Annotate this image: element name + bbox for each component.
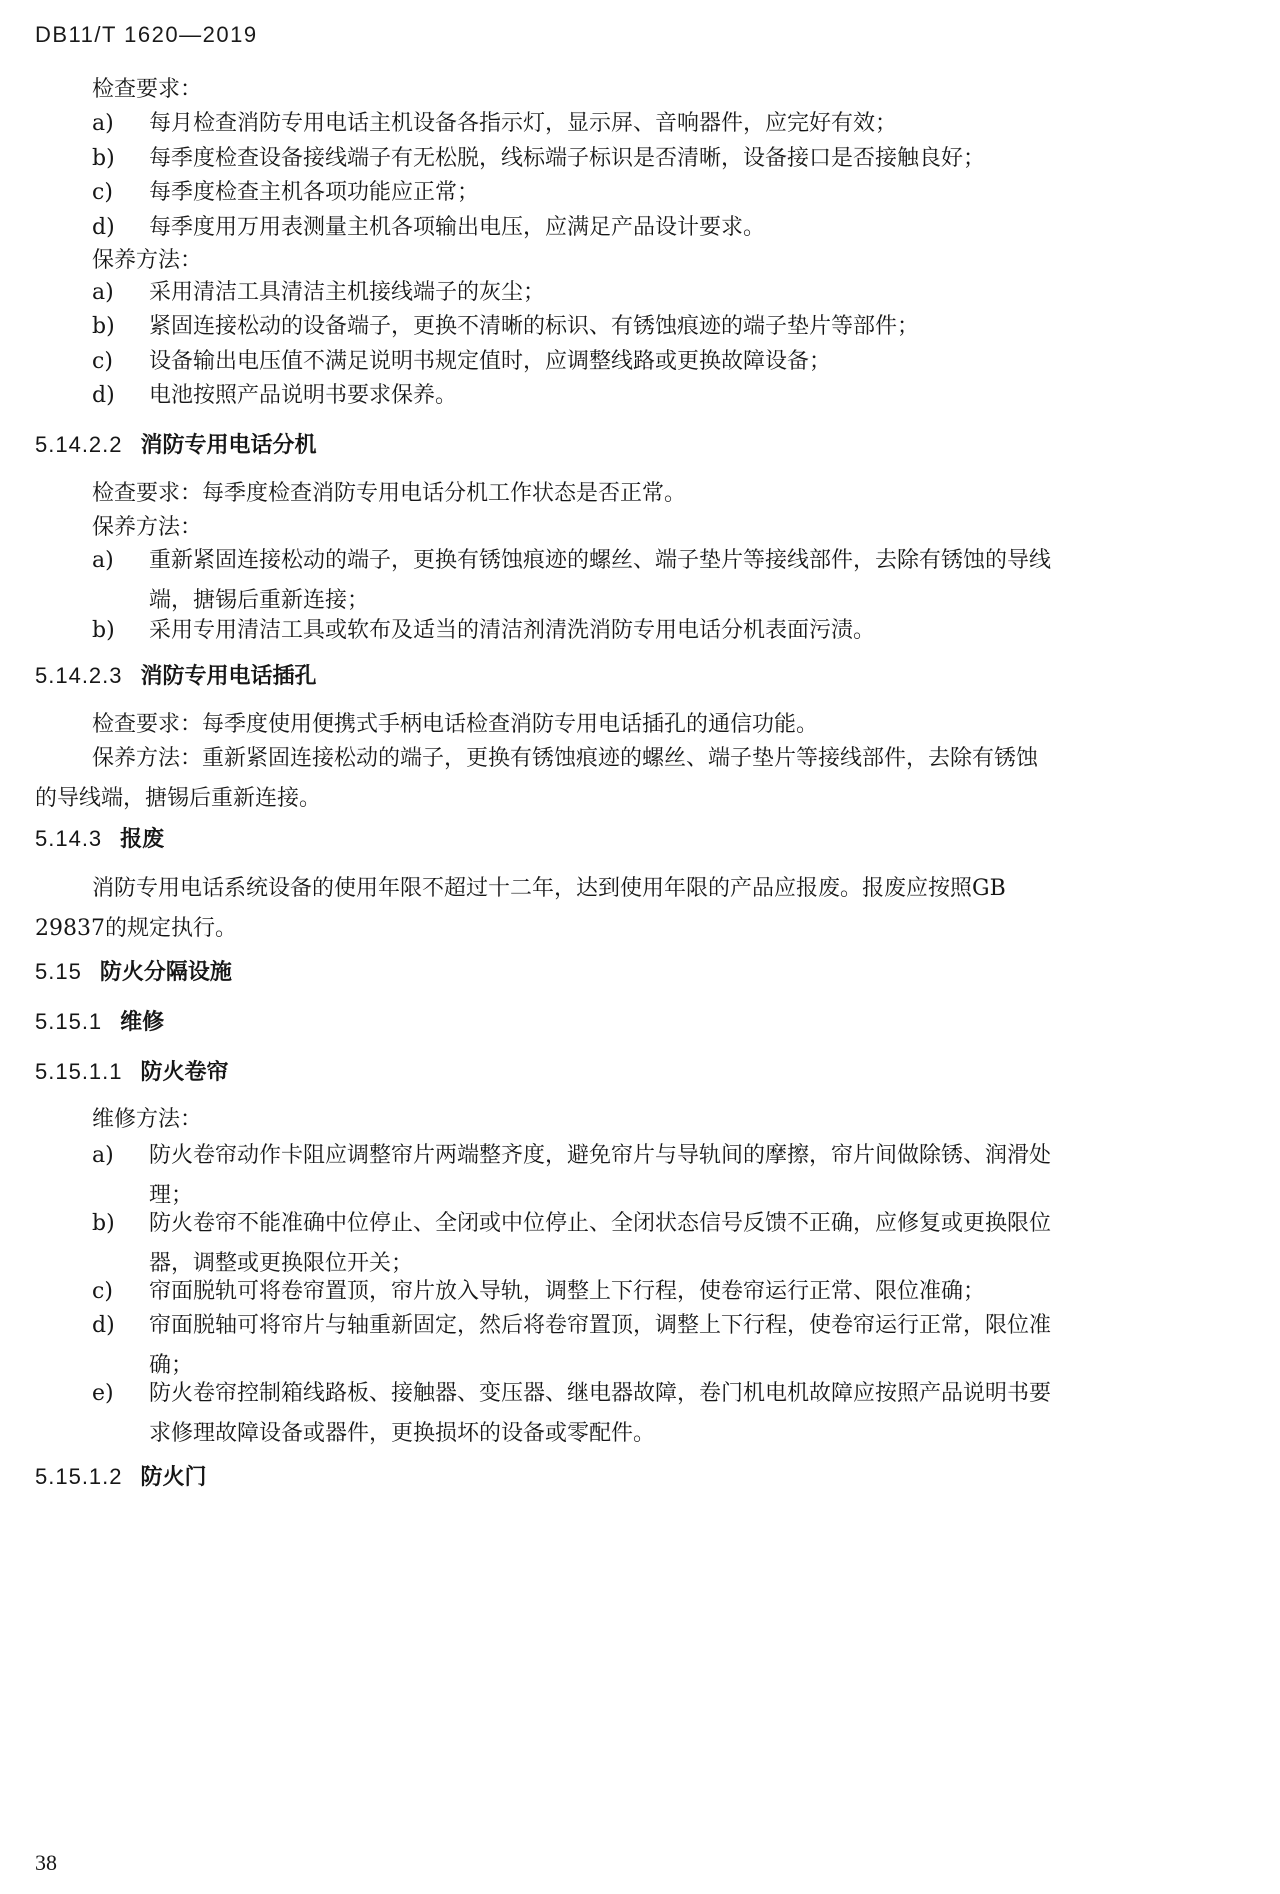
maintenance-method-text	[35, 739, 1265, 819]
list-item-text: 帘面脱轨可将卷帘置顶，帘片放入导轨，调整上下行程，使卷帘运行正常、限位准确；	[149, 1279, 986, 1304]
list-item-text: 端，搪锡后重新连接；	[149, 588, 370, 613]
section-number: 5.15.1.2	[35, 1464, 123, 1489]
list-item-text: 确；	[149, 1353, 194, 1378]
section-number: 5.14.2.3	[35, 663, 123, 688]
paragraph-line: 29837的规定执行。	[35, 916, 237, 941]
list-marker: c)	[92, 180, 113, 205]
section-heading	[35, 819, 164, 860]
paragraph-line: 消防专用电话系统设备的使用年限不超过十二年，达到使用年限的产品应报废。报废应按照GB	[92, 876, 1006, 901]
section-heading	[35, 1052, 229, 1093]
scrap-text	[35, 869, 1265, 949]
page-number: 38	[35, 1850, 57, 1875]
section-title: 防火分隔设施	[99, 960, 232, 985]
list-item-text: 设备输出电压值不满足说明书规定值时，应调整线路或更换故障设备；	[149, 349, 832, 374]
list-marker: a)	[92, 111, 114, 136]
section-heading	[35, 656, 317, 697]
section-title: 防火门	[140, 1465, 207, 1490]
list-marker: a)	[92, 548, 114, 573]
repair-method-label: 维修方法：	[92, 1107, 203, 1132]
maintenance-method-label: 保养方法：	[92, 515, 203, 540]
list-item-text: 防火卷帘动作卡阻应调整帘片两端整齐度，避免帘片与导轨间的摩擦，帘片间做除锈、润滑处	[149, 1143, 1052, 1168]
list-item-text: 器，调整或更换限位开关；	[149, 1251, 414, 1276]
check-requirements-label: 检查要求：	[92, 77, 203, 102]
list-item-text: 每月检查消防专用电话主机设备各指示灯，显示屏、音响器件，应完好有效；	[149, 111, 898, 136]
list-marker: e)	[92, 1381, 114, 1406]
section-title: 维修	[120, 1010, 165, 1035]
list-item-text: 采用专用清洁工具或软布及适当的清洁剂清洗消防专用电话分机表面污渍。	[149, 618, 876, 643]
list-marker: b)	[92, 1211, 115, 1236]
section-number: 5.15.1.1	[35, 1059, 123, 1084]
paragraph-line: 的导线端，搪锡后重新连接。	[35, 786, 322, 811]
section-number: 5.15	[35, 959, 82, 984]
check-requirements-text: 检查要求：每季度使用便携式手柄电话检查消防专用电话插孔的通信功能。	[92, 712, 819, 737]
list-item-text: 帘面脱轴可将帘片与轴重新固定，然后将卷帘置顶，调整上下行程，使卷帘运行正常，限位准	[149, 1313, 1052, 1338]
list-marker: d)	[92, 215, 115, 240]
paragraph-line: 保养方法：重新紧固连接松动的端子，更换有锈蚀痕迹的螺丝、端子垫片等接线部件，去除有锈蚀	[92, 746, 1039, 771]
section-title: 消防专用电话分机	[140, 433, 317, 458]
list-item-text: 紧固连接松动的设备端子，更换不清晰的标识、有锈蚀痕迹的端子垫片等部件；	[149, 314, 920, 339]
section-title: 报废	[120, 827, 165, 852]
section-title: 消防专用电话插孔	[140, 664, 317, 689]
list-marker: d)	[92, 383, 115, 408]
list-item-text: 理；	[149, 1183, 194, 1208]
list-item-text: 采用清洁工具清洁主机接线端子的灰尘；	[149, 280, 546, 305]
list-marker: b)	[92, 146, 115, 171]
list-item-text: 防火卷帘不能准确中位停止、全闭或中位停止、全闭状态信号反馈不正确，应修复或更换限位	[149, 1211, 1052, 1236]
section-heading	[35, 1002, 164, 1043]
section-number: 5.15.1	[35, 1009, 103, 1034]
section-number: 5.14.3	[35, 826, 103, 851]
list-marker: c)	[92, 1279, 113, 1304]
list-item-text: 求修理故障设备或器件，更换损坏的设备或零配件。	[149, 1421, 656, 1446]
list-item-text: 电池按照产品说明书要求保养。	[149, 383, 458, 408]
list-marker: a)	[92, 1143, 114, 1168]
list-item-text: 每季度用万用表测量主机各项输出电压，应满足产品设计要求。	[149, 215, 766, 240]
section-heading	[35, 425, 317, 466]
list-marker: c)	[92, 349, 113, 374]
list-marker: b)	[92, 314, 115, 339]
list-marker: d)	[92, 1313, 115, 1338]
list-item-text: 每季度检查主机各项功能应正常；	[149, 180, 480, 205]
maintenance-method-label: 保养方法：	[92, 248, 203, 273]
section-title: 防火卷帘	[140, 1060, 229, 1085]
list-marker: a)	[92, 280, 114, 305]
list-marker: b)	[92, 618, 115, 643]
list-item-text: 重新紧固连接松动的端子，更换有锈蚀痕迹的螺丝、端子垫片等接线部件，去除有锈蚀的导线	[149, 548, 1052, 573]
section-number: 5.14.2.2	[35, 432, 123, 457]
section-heading	[35, 952, 232, 993]
check-requirements-text: 检查要求：每季度检查消防专用电话分机工作状态是否正常。	[92, 481, 687, 506]
list-item-text: 每季度检查设备接线端子有无松脱，线标端子标识是否清晰，设备接口是否接触良好；	[149, 146, 986, 171]
list-item-text: 防火卷帘控制箱线路板、接触器、变压器、继电器故障，卷门机电机故障应按照产品说明书要	[149, 1381, 1052, 1406]
section-heading	[35, 1457, 207, 1498]
document-code: DB11/T 1620—2019	[35, 22, 258, 47]
